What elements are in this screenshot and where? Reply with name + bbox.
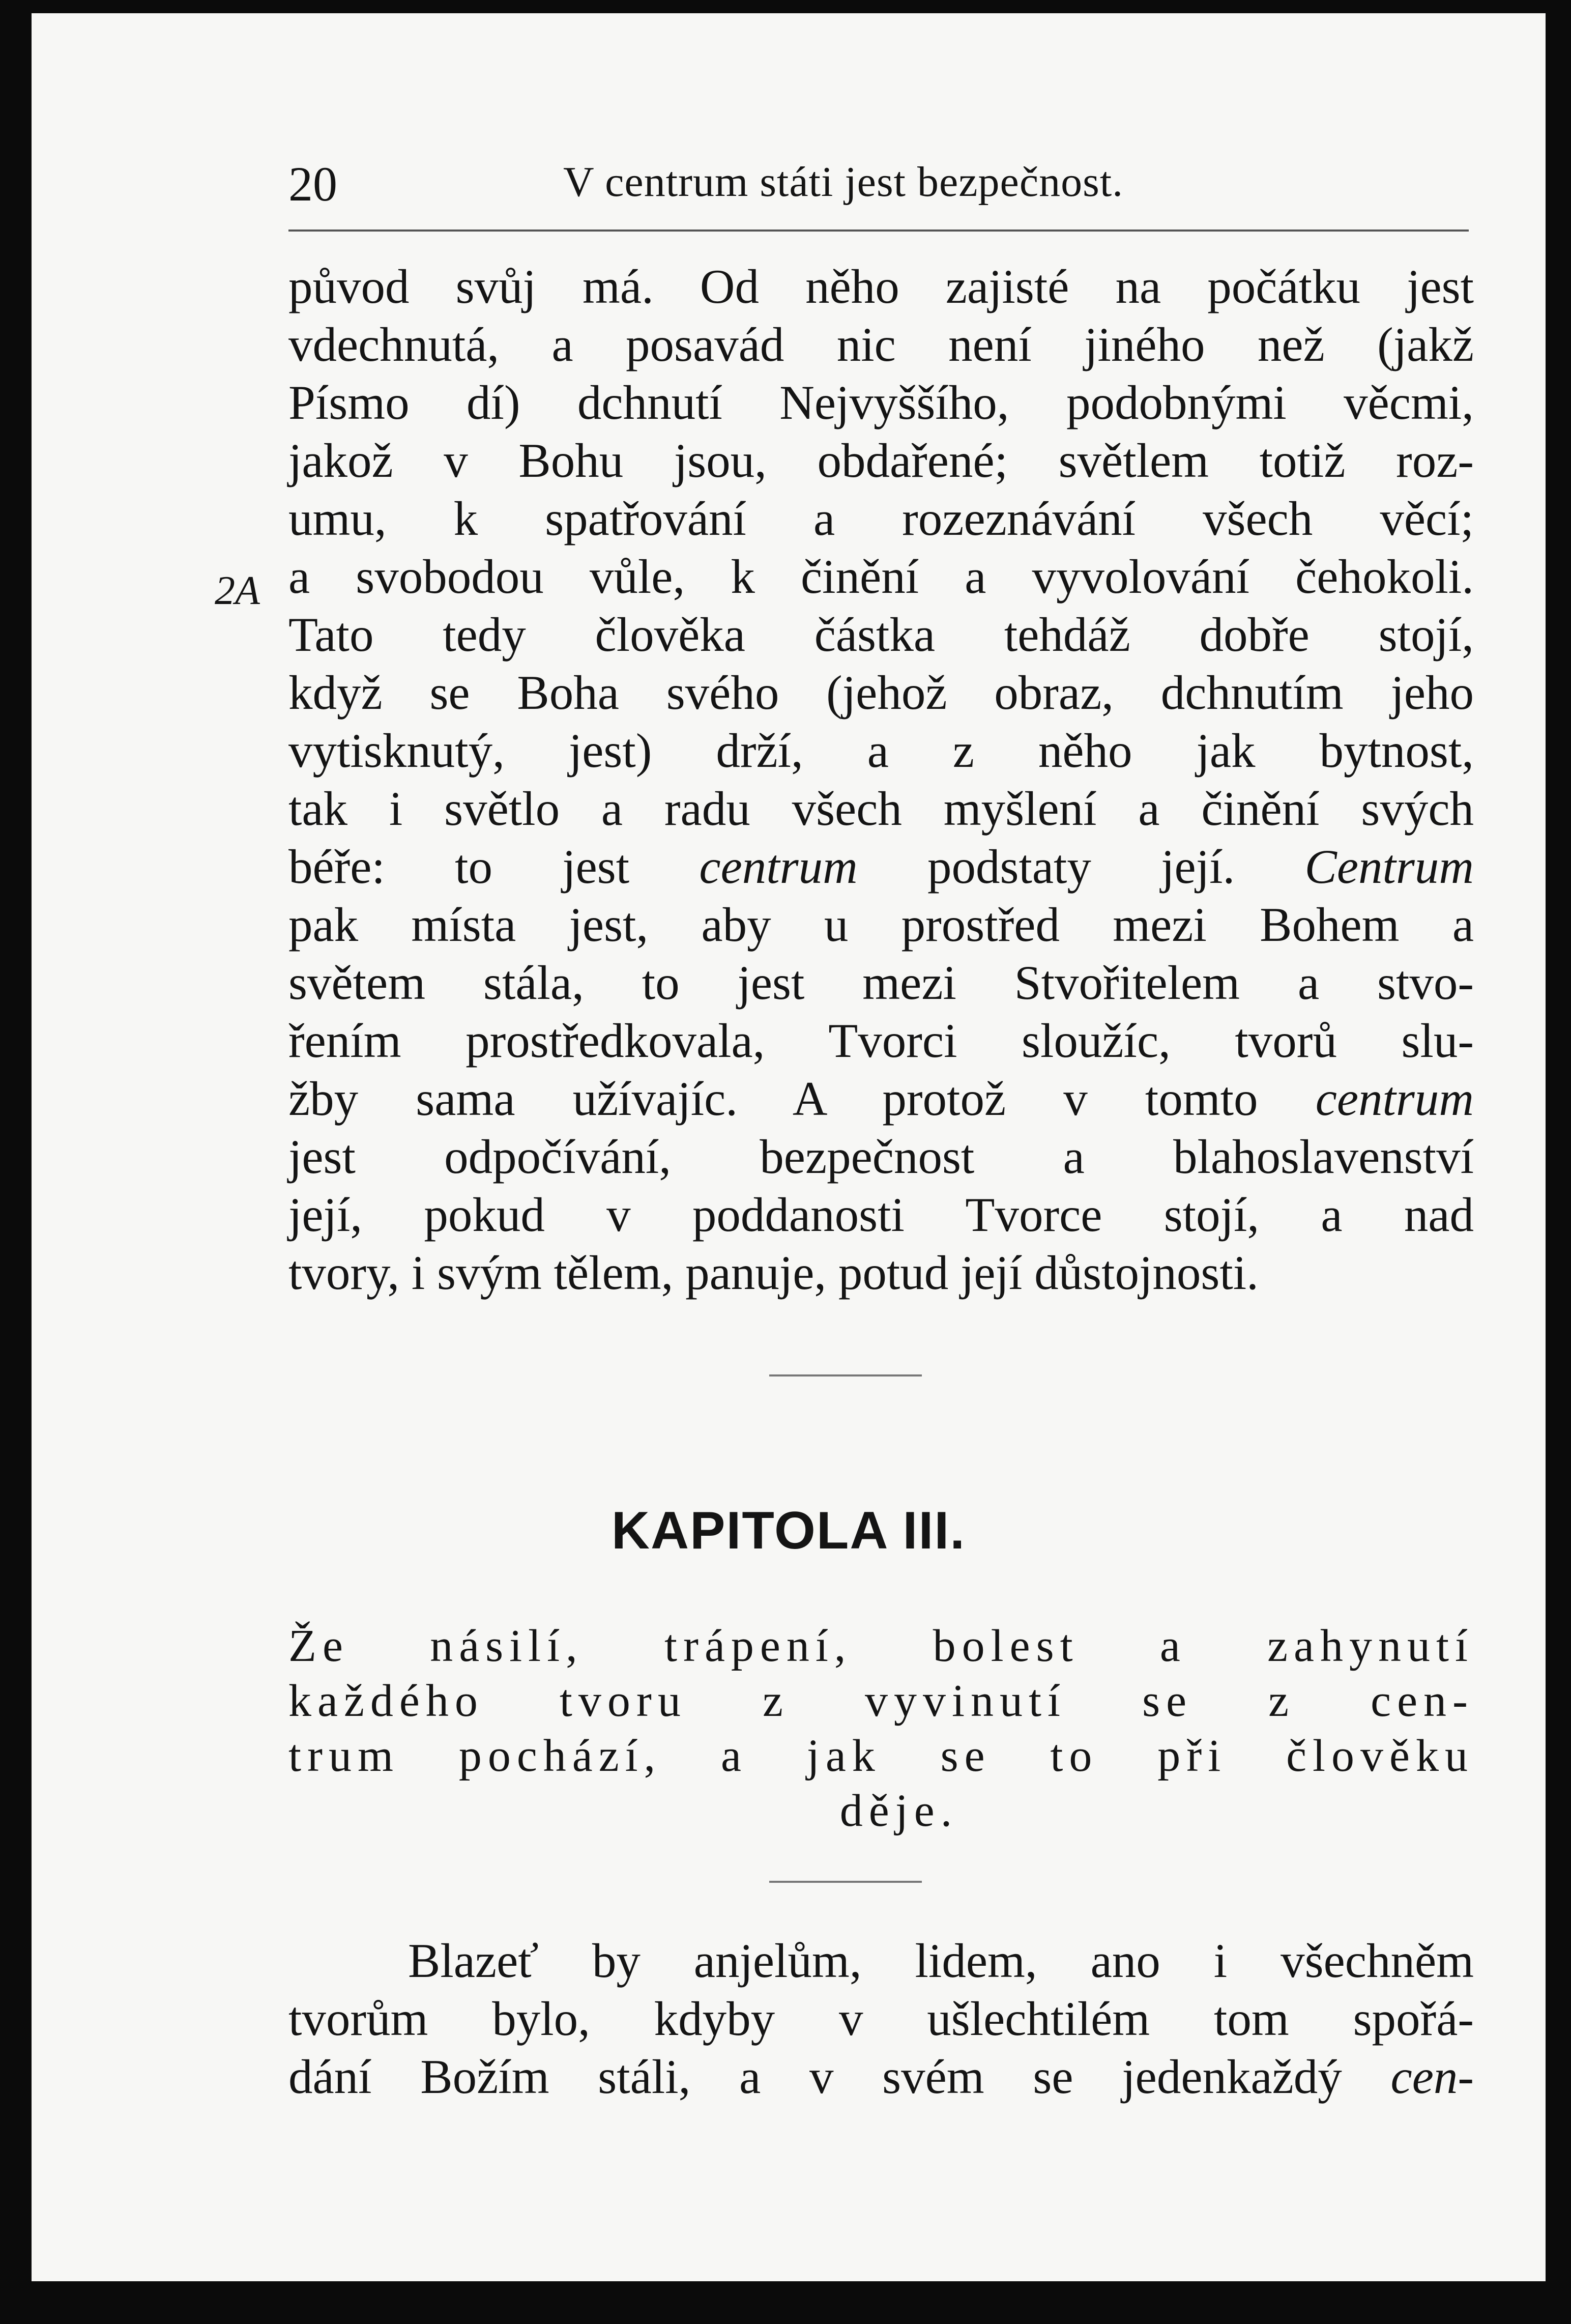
page-header xyxy=(288,156,1469,217)
text-line xyxy=(288,2048,1474,2106)
chapter-title-line: děje. xyxy=(839,1786,958,1836)
text-line: Tato tedy člověka částka tehdáž dobře stojí, xyxy=(288,608,1474,662)
text-line xyxy=(288,1070,1474,1128)
chapter-title xyxy=(288,1619,1474,1839)
italic-term: Centrum xyxy=(1304,840,1474,894)
text-fragment: podstaty její. xyxy=(857,840,1305,894)
text-line: její, pokud v poddanosti Tvorce stojí, a nad xyxy=(288,1188,1474,1242)
text-line: tvorům bylo, kdyby v ušlechtilém tom spořá- xyxy=(288,1992,1474,2046)
text-line: tvory, i svým tělem, panuje, potud její důstojnosti. xyxy=(288,1246,1259,1300)
margin-annotation: 2A xyxy=(215,568,260,613)
page-number: 20 xyxy=(288,157,337,211)
italic-term: cen- xyxy=(1390,2050,1474,2104)
header-rule xyxy=(288,229,1469,232)
body-paragraph xyxy=(288,257,1474,1302)
text-line: světem stála, to jest mezi Stvořitelem a stvo- xyxy=(288,956,1474,1010)
text-line: jakož v Bohu jsou, obdařené; světlem totiž roz- xyxy=(288,434,1474,487)
body-paragraph-2 xyxy=(288,1932,1474,2106)
text-line: Písmo dí) dchnutí Nejvyššího, podobnými věcmi, xyxy=(288,376,1474,429)
text-line: když se Boha svého (jehož obraz, dchnutím jeho xyxy=(288,666,1474,720)
text-line: umu, k spatřování a rozeznávání všech věcí; xyxy=(288,492,1474,546)
chapter-title-line: Že násilí, trápení, bolest a zahynutí xyxy=(288,1621,1474,1671)
chapter-title-line: trum pochází, a jak se to při člověku xyxy=(288,1731,1474,1781)
text-fragment: béře: to jest xyxy=(288,840,700,894)
text-line: řením prostředkovala, Tvorci sloužíc, tvorů slu- xyxy=(288,1014,1474,1068)
italic-term: centrum xyxy=(1315,1072,1474,1126)
text-line: pak místa jest, aby u prostřed mezi Bohem a xyxy=(288,898,1474,952)
book-page xyxy=(32,13,1546,2281)
text-line: vdechnutá, a posavád nic není jiného než (jakž xyxy=(288,318,1474,371)
text-line: Blazeť by anjelům, lidem, ano i všechněm xyxy=(408,1934,1474,1988)
chapter-heading: KAPITOLA III. xyxy=(611,1501,966,1560)
chapter-title-line: každého tvoru z vyvinutí se z cen- xyxy=(288,1676,1474,1726)
text-line: původ svůj má. Od něho zajisté na počátku jest xyxy=(288,260,1474,313)
text-line: tak i světlo a radu všech myšlení a činění svých xyxy=(288,782,1474,836)
italic-term: centrum xyxy=(699,840,858,894)
text-line xyxy=(288,838,1474,896)
text-line: vytisknutý, jest) drží, a z něho jak bytnost, xyxy=(288,724,1474,778)
text-fragment: žby sama užívajíc. A protož v tomto xyxy=(288,1072,1316,1126)
text-line: a svobodou vůle, k činění a vyvolování čehokoli. xyxy=(288,550,1474,604)
section-separator xyxy=(769,1374,922,1376)
text-line: jest odpočívání, bezpečnost a blahoslavenství xyxy=(288,1130,1474,1184)
chapter-title-separator xyxy=(769,1881,922,1883)
text-fragment: dání Božím stáli, a v svém se jedenkaždý xyxy=(288,2050,1391,2104)
running-title: V centrum státi jest bezpečnost. xyxy=(563,158,1124,206)
